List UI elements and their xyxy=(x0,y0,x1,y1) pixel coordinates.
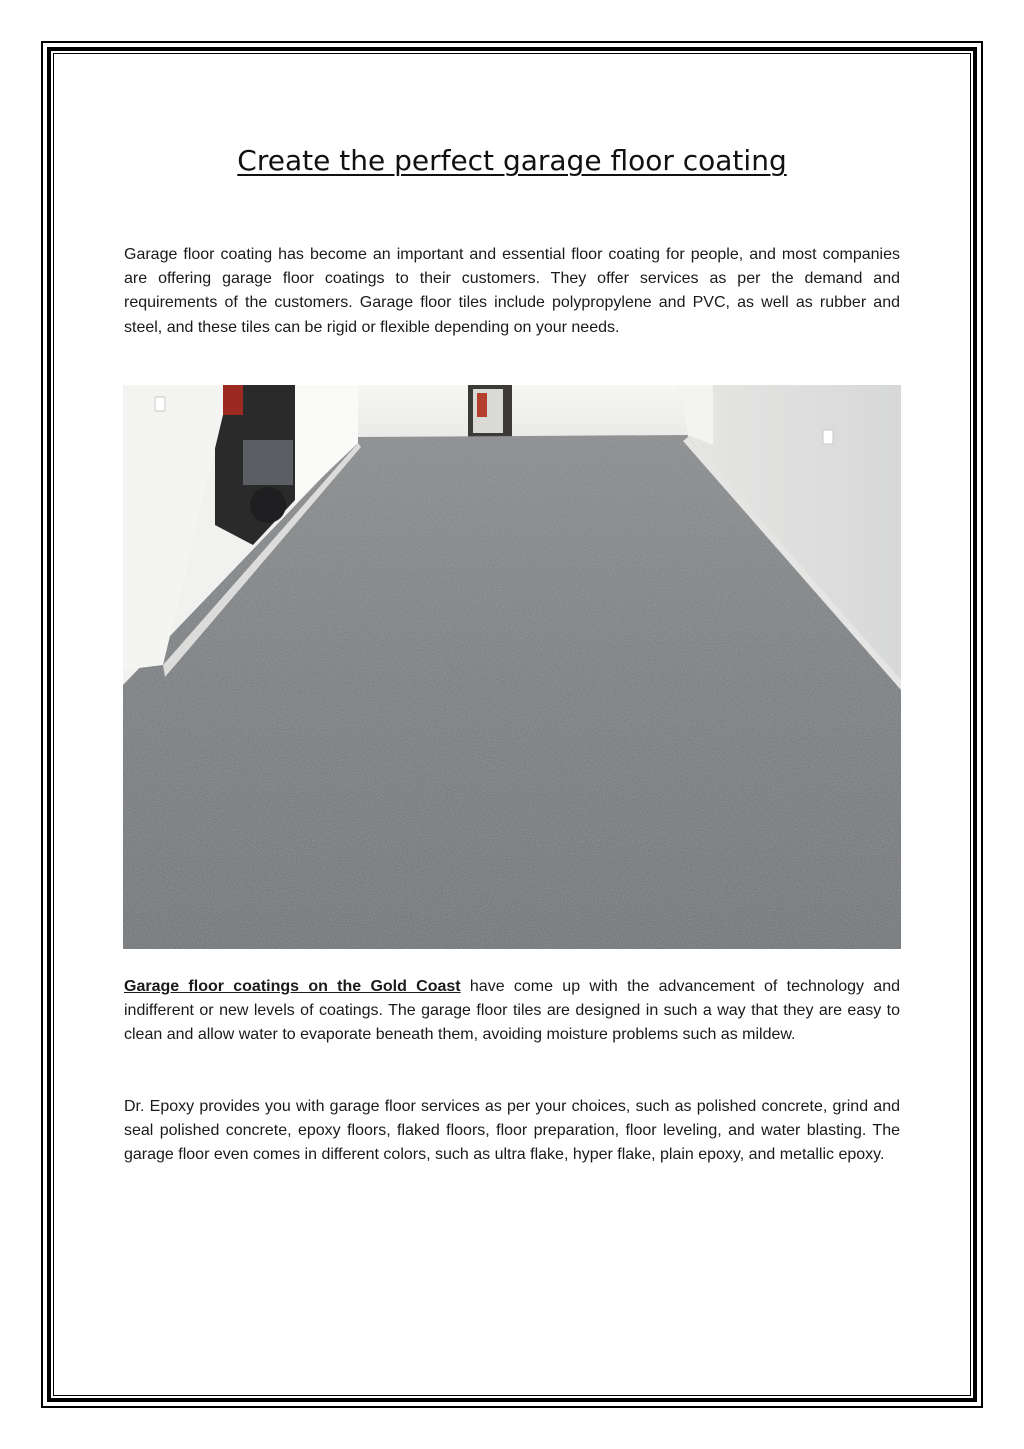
gold-coast-link[interactable]: Garage floor coatings on the Gold Coast xyxy=(124,978,461,995)
garage-floor-photo xyxy=(123,385,901,949)
paragraph-dr-epoxy: Dr. Epoxy provides you with garage floor services as per your choices, such as polished concrete, grind and seal polished concrete, epoxy floors, flaked floors, floor preparation, floor leveling, and water blasting. The garage floor even comes in different colors, such as ultra flake, hyper flake, plain epoxy, and metallic epoxy. xyxy=(124,1098,900,1164)
paragraph-gold-coast-text: have come up with the advancement of technology and indifferent or new levels of coatings. The garage floor tiles are designed in such a way that they are easy to clean and allow water to evaporate beneath them, avoiding moisture problems such as mildew. xyxy=(124,978,900,1044)
paragraph-intro: Garage floor coating has become an important and essential floor coating for people, and most companies are offering garage floor coatings to their customers. They offer services as per the demand and requirements of the customers. Garage floor tiles include polypropylene and PVC, as well as rubber and steel, and these tiles can be rigid or flexible depending on your needs. xyxy=(124,246,900,336)
page-title: Create the perfect garage floor coating xyxy=(237,144,787,177)
paragraph-gold-coast xyxy=(124,975,900,1048)
